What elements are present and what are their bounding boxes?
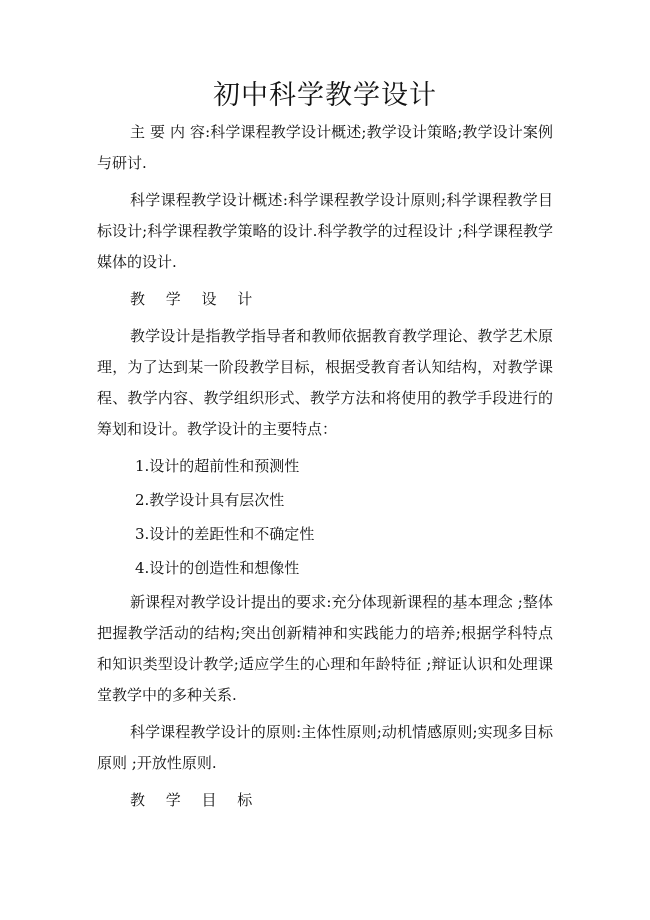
feature-item-2: 2.教学设计具有层次性: [135, 491, 285, 509]
overview-paragraph: 科学课程教学设计概述:科学课程教学设计原则;科学课程教学目标设计;科学课程教学策略的设计.科学教学的过程设计 ;科学课程教学媒体的设计.: [97, 191, 553, 271]
section-heading-teaching-design: 教 学 设 计: [130, 290, 261, 308]
feature-list: [97, 451, 553, 583]
document-body: [97, 117, 553, 822]
feature-item-4: 4.设计的创造性和想像性: [135, 559, 300, 577]
document-title: 初中科学教学设计: [213, 80, 437, 111]
design-principles-paragraph: 科学课程教学设计的原则:主体性原则;动机情感原则;实现多目标原则 ;开放性原则.: [97, 723, 553, 772]
feature-item-3: 3.设计的差距性和不确定性: [135, 525, 315, 543]
feature-item-1: 1.设计的超前性和预测性: [135, 457, 300, 475]
new-curriculum-requirements-paragraph: 新课程对教学设计提出的要求:充分体现新课程的基本理念 ;整体把握教学活动的结构;突出创新精神和实践能力的培养;根据学科特点和知识类型设计教学;适应学生的心理和年龄特征 ;辩证认识和处理课堂教学中的多种关系.: [97, 593, 553, 704]
main-content-paragraph: 主 要 内 容:科学课程教学设计概述;教学设计策略;教学设计案例与研讨.: [97, 123, 553, 172]
teaching-design-definition-paragraph: 教学设计是指教学指导者和教师依据教育教学理论、教学艺术原理，为了达到某一阶段教学目标，根据受教育者认知结构，对教学课程、教学内容、教学组织形式、教学方法和将使用的教学手段进行的筹划和设计。教学设计的主要特点：: [97, 327, 553, 438]
section-heading-teaching-goals: 教 学 目 标: [130, 791, 261, 809]
